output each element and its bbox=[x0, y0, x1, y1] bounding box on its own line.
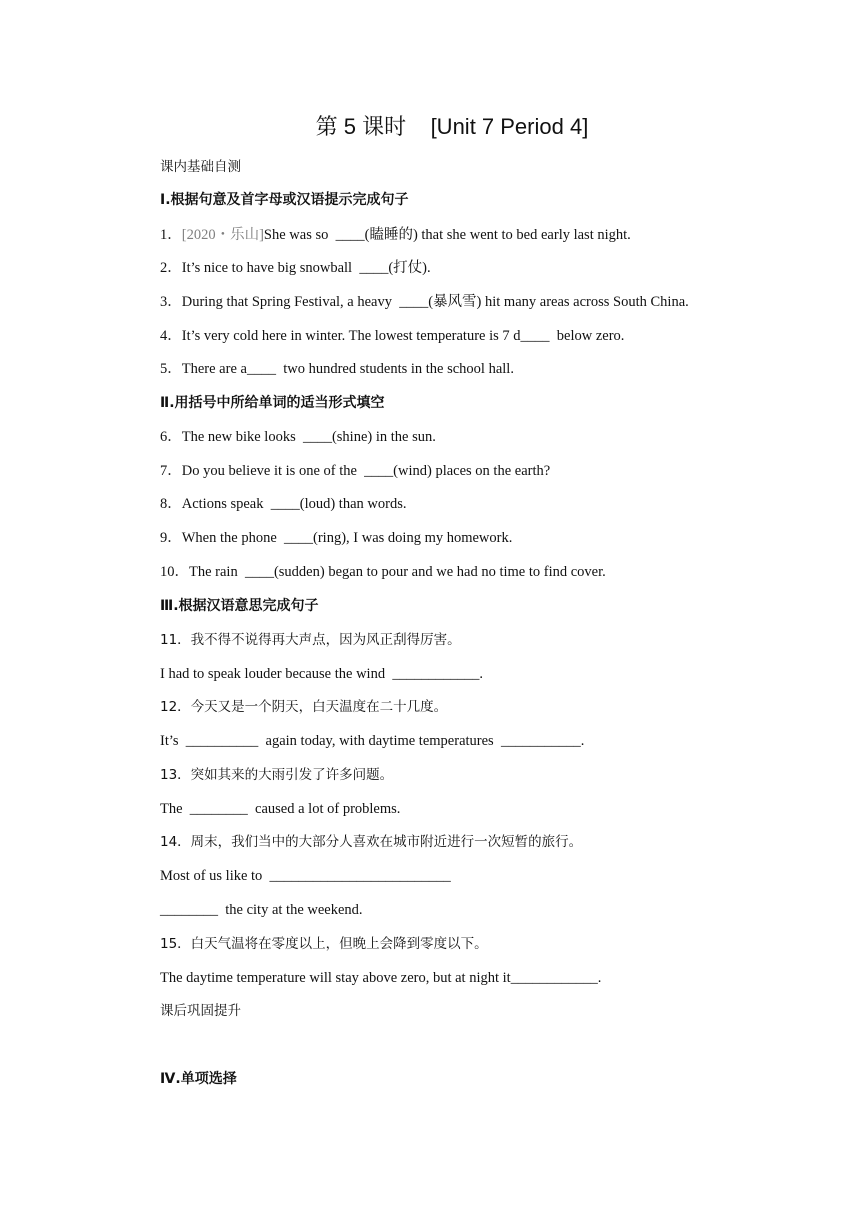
question-15-chinese: 15．白天气温将在零度以上，但晚上会降到零度以下。 bbox=[160, 936, 488, 952]
question-2: 2．It’s nice to have big snowball ____(打仗). bbox=[160, 260, 431, 276]
section-heading-part4: Ⅳ.单项选择 bbox=[160, 1071, 237, 1087]
question-11-english: I had to speak louder because the wind ____________. bbox=[160, 666, 483, 682]
section-heading-part2: Ⅱ.用括号中所给单词的适当形式填空 bbox=[160, 395, 385, 411]
question-1-text: She was so ____(瞌睡的) that she went to bed early last night. bbox=[263, 227, 631, 243]
question-14-chinese: 14．周末，我们当中的大部分人喜欢在城市附近进行一次短暂的旅行。 bbox=[160, 834, 583, 850]
section-heading-part1: Ⅰ.根据句意及首字母或汉语提示完成句子 bbox=[160, 192, 409, 208]
question-4: 4．It’s very cold here in winter. The lowest temperature is 7 d____ below zero. bbox=[160, 328, 625, 344]
question-13-chinese: 13．突如其来的大雨引发了许多问题。 bbox=[160, 767, 394, 783]
question-11-chinese: 11．我不得不说得再大声点，因为风正刮得厉害。 bbox=[160, 632, 461, 648]
question-7: 7．Do you believe it is one of the ____(wind) places on the earth? bbox=[160, 463, 551, 479]
question-6: 6．The new bike looks ____(shine) in the sun. bbox=[160, 429, 436, 445]
question-12-chinese: 12．今天又是一个阴天，白天温度在二十几度。 bbox=[160, 699, 448, 715]
question-1-source: [2020・乐山] bbox=[181, 227, 264, 243]
section-heading-part3: Ⅲ.根据汉语意思完成句子 bbox=[160, 598, 319, 614]
section-pre-class: 课内基础自测 bbox=[160, 159, 241, 175]
question-5: 5．There are a____ two hundred students in the school hall. bbox=[160, 361, 514, 377]
question-10: 10．The rain ____(sudden) began to pour and we had no time to find cover. bbox=[160, 564, 606, 580]
question-9: 9．When the phone ____(ring), I was doing my homework. bbox=[160, 530, 513, 546]
question-14-english-line1: Most of us like to _________________________ bbox=[160, 868, 451, 884]
page-title: 第 5 课时 [Unit 7 Period 4] bbox=[315, 114, 589, 139]
question-1-number: 1． bbox=[160, 227, 182, 243]
question-1 bbox=[160, 225, 631, 245]
question-14-english-line2: ________ the city at the weekend. bbox=[160, 902, 363, 918]
section-after-class: 课后巩固提升 bbox=[160, 1003, 241, 1019]
question-3: 3．During that Spring Festival, a heavy ____(暴风雪) hit many areas across South China. bbox=[160, 294, 689, 310]
question-12-english: It’s __________ again today, with daytime temperatures ___________. bbox=[160, 733, 585, 749]
question-8: 8．Actions speak ____(loud) than words. bbox=[160, 496, 407, 512]
question-15-english: The daytime temperature will stay above zero, but at night it____________. bbox=[160, 970, 602, 986]
question-13-english: The ________ caused a lot of problems. bbox=[160, 801, 401, 817]
